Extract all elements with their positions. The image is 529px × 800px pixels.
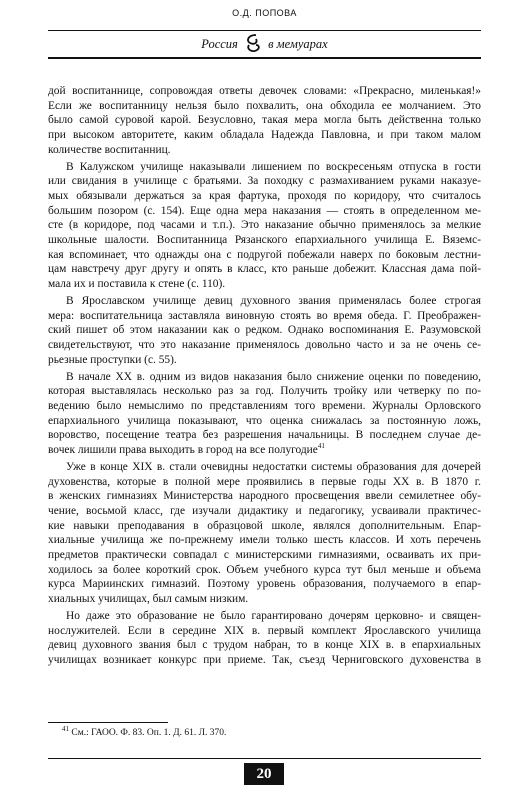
text-line: хиальные училища же по-прежнему имели только шесть классов. И хоть перечень	[48, 534, 481, 547]
text-line: или свидания в училище с братьями. За походку с размахиванием руками наказуе-	[48, 175, 481, 188]
text-line: вочек лишили права выходить в город на все полугодие	[48, 443, 318, 456]
series-title-left: Россия	[201, 36, 238, 51]
text-line: цам навстречу друг другу и опять в класс, кто раньше добежит. Классная дама пой-	[48, 263, 481, 276]
text-line: курса Мариинских гимназий. Поэтому уровень образования, получаемого в епар-	[48, 578, 481, 591]
text-line: мера: воспитательница заставляла виновную стоять во время обеда. Г. Преображен-	[48, 309, 481, 322]
text-line: большим позором (с. 154). Еще одна мера наказания — стоять в определенном ме-	[48, 204, 481, 217]
body-text	[48, 84, 481, 668]
text-line: воровство, посещение театра без разрешения начальницы. В последнем случае де-	[48, 429, 481, 442]
page-footer	[48, 758, 481, 782]
text-line: Если же воспитанницу нельзя было похвалить, она обходила ее молчанием. Это	[48, 99, 481, 112]
text-line: школьные шалости. Воспитанница Рязанского епархиального училища Е. Вяземс-	[48, 233, 481, 246]
paragraph	[48, 460, 481, 607]
footnote	[62, 724, 227, 738]
text-line: В Ярославском училище девиц духовного звания применялась более строгая	[66, 294, 481, 307]
text-line: нослужителей. Если в середине XIX в. первый комплект Ярославского училища	[48, 624, 481, 637]
text-line: при высоком авторитете, каким обладала Надежда Павловна, и при таком малом	[48, 128, 481, 141]
text-line: мала их и поставила к стене (с. 110).	[48, 277, 226, 290]
text-line: ведению было немыслимо по представлениям того времени. Журналы Орловского	[48, 399, 481, 412]
running-head-author: О.Д. ПОПОВА	[232, 8, 297, 18]
text-line: В Калужском училище наказывали лишением по воскресеньям отпуска в гости	[66, 160, 481, 173]
text-line: ский пишет об этом наказании как о редком. Однако воспоминания Е. Разумовской	[48, 324, 481, 337]
text-line: мых обязывали держаться за края фартука, проходя по коридору, что считалось	[48, 189, 481, 202]
paragraph	[48, 160, 481, 292]
text-line-with-footnote	[48, 443, 481, 458]
text-line: девиц духовного звания был с трудом набран, то в конце XIX в. в епархиальных	[48, 639, 481, 652]
footnote-divider	[48, 722, 168, 723]
text-line: было самой суровой карой. Безусловно, такая мера могла быть действенна только	[48, 114, 481, 127]
text-line: кая вспоминает, что однажды она с подругой побежали наверх по боковым лестни-	[48, 248, 481, 261]
text-line: кие навыки преподавания в образцовой школе, являлся дополнительным. Епар-	[48, 519, 481, 532]
text-line: Уже в конце XIX в. стали очевидны недостатки системы образования для дочерей	[66, 460, 481, 473]
text-line: епархиального училища показывают, что оценка снижалась за постоянную ложь,	[48, 414, 481, 427]
paragraph	[48, 370, 481, 458]
text-line: количестве воспитанниц.	[48, 143, 171, 156]
page-number: 20	[244, 763, 284, 785]
text-line: хиальных училищах, был самым низким.	[48, 592, 249, 605]
text-line: сте (в коридоре, под часами и т.п.). Это наказание обычно применялось за мелкие	[48, 219, 481, 232]
series-header	[48, 30, 481, 59]
series-title-right: в мемуарах	[268, 36, 328, 51]
footnote-text: См.: ГАОО. Ф. 83. Оп. 1. Д. 61. Л. 370.	[71, 728, 227, 738]
paragraph	[48, 294, 481, 367]
text-line: ходилось за более короткий срок. Объем учебного курса тут был меньше и объема	[48, 563, 481, 576]
text-line: в женских гимназиях Министерства народного просвещения ввели семилетнее обу-	[48, 490, 481, 503]
footnote-ref[interactable]: 41	[317, 442, 325, 451]
text-line: В начале XX в. одним из видов наказания было снижение оценки по поведению,	[66, 370, 481, 383]
text-line: училищах возникает конкурс при приеме. Так, съезд Черниговского духовенства в	[48, 653, 481, 666]
text-line: предметов практически совпадал с министерскими гимназиями, осваивать их при-	[48, 548, 481, 561]
text-line: рьезные проступки (с. 55).	[48, 353, 177, 366]
paragraph	[48, 84, 481, 157]
text-line: духовенства, которые в полной мере проявились в первые годы XX в. В 1870 г.	[48, 475, 481, 488]
footnote-number: 41	[62, 724, 69, 733]
text-line: чение, восьмой класс, где изучали дидактику и педагогику, усваивали практичес-	[48, 504, 481, 517]
text-line: свидетельствуют, что это наказание применялось довольно часто и за не очень се-	[48, 338, 481, 351]
text-line: дой воспитаннице, сопровождая ответы девочек словами: «Прекрасно, миленькая!»	[48, 85, 481, 97]
text-line: которая выставлялась несколько раз за год. Получить тройку или четверку по по-	[48, 385, 481, 398]
series-logo-icon	[244, 33, 262, 53]
paragraph	[48, 609, 481, 668]
header-rule	[48, 57, 481, 59]
text-line: Но даже это образование не было гарантировано дочерям церковно- и священ-	[66, 609, 481, 622]
series-title	[48, 35, 481, 55]
